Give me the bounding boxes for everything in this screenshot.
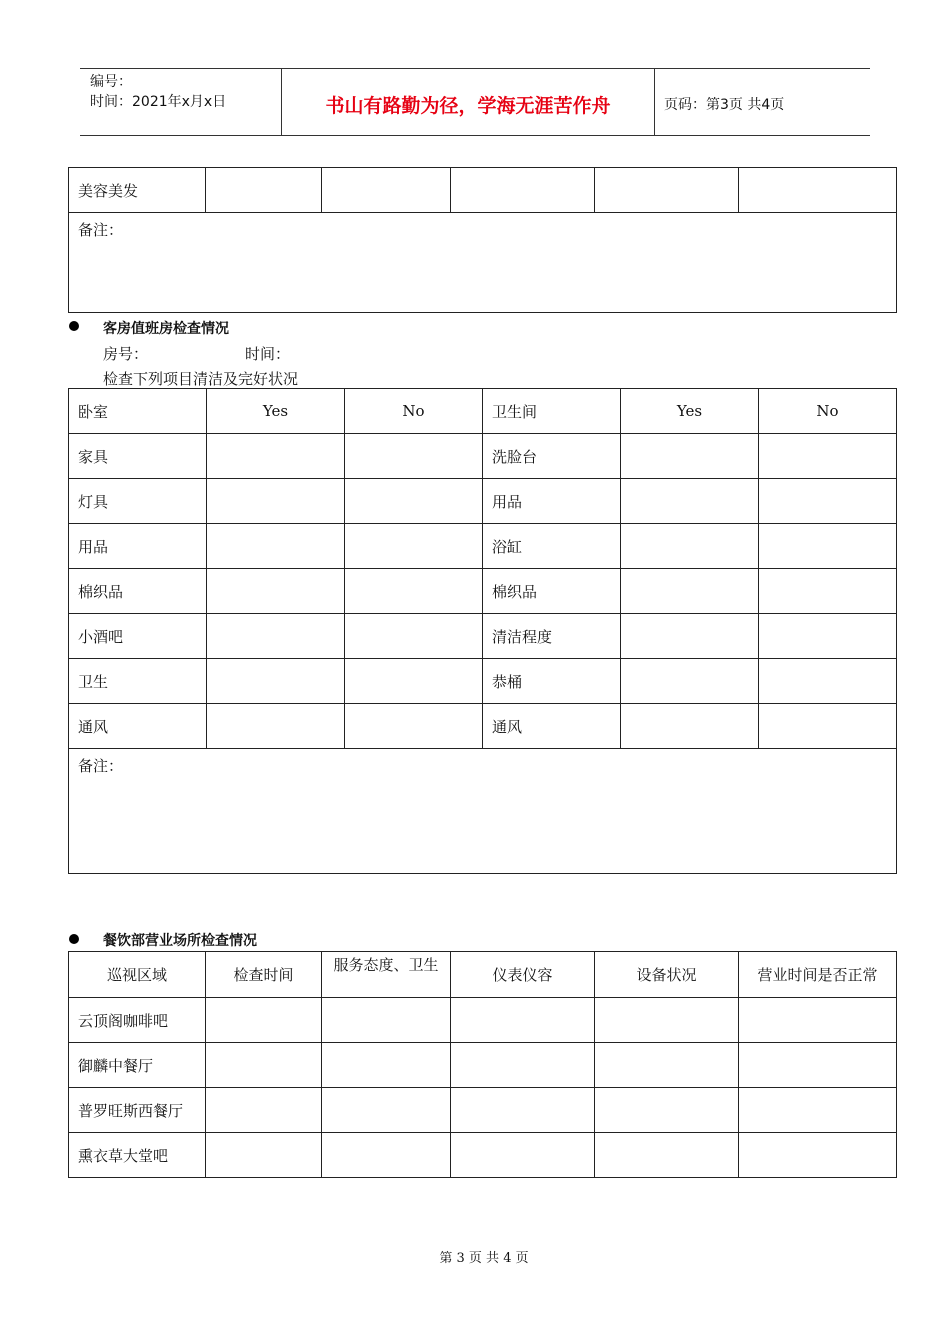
- header-equipment: 设备状况: [595, 952, 739, 998]
- table-cell[interactable]: [595, 998, 739, 1043]
- check-cell[interactable]: [207, 434, 345, 479]
- room-instruction: 检查下列项目清洁及完好状况: [103, 370, 299, 388]
- table-cell[interactable]: [739, 168, 897, 213]
- venue-name: 熏衣草大堂吧: [69, 1133, 206, 1178]
- dining-section-title: 餐饮部营业场所检查情况: [103, 933, 257, 949]
- check-cell[interactable]: [345, 659, 483, 704]
- check-cell[interactable]: [759, 569, 897, 614]
- bullet-icon: [69, 321, 79, 331]
- table-cell[interactable]: [595, 1133, 739, 1178]
- table-cell[interactable]: [595, 1088, 739, 1133]
- header-no: No: [759, 389, 897, 434]
- check-cell[interactable]: [621, 704, 759, 749]
- table-row: [69, 434, 897, 479]
- header-yes: Yes: [621, 389, 759, 434]
- table-cell[interactable]: [451, 1088, 595, 1133]
- room-section-title: 客房值班房检查情况: [103, 321, 229, 337]
- header-patrol-area: 巡视区域: [69, 952, 206, 998]
- table-cell[interactable]: [322, 1043, 451, 1088]
- motto-text: 书山有路勤为径，学海无涯苦作舟: [325, 95, 611, 117]
- table-row: [69, 659, 897, 704]
- table-cell[interactable]: [739, 1088, 897, 1133]
- room-inspection-table: [68, 388, 897, 874]
- table-row: [69, 704, 897, 749]
- table-row: [69, 1088, 897, 1133]
- bullet-icon: [69, 934, 79, 944]
- header-divider-right: [654, 68, 655, 136]
- bathroom-item: 通风: [483, 704, 621, 749]
- header-bathroom: 卫生间: [483, 389, 621, 434]
- table-cell[interactable]: [206, 998, 322, 1043]
- bedroom-item: 棉织品: [69, 569, 207, 614]
- venue-name: 云顶阁咖啡吧: [69, 998, 206, 1043]
- page-footer: 第 3 页 共 4 页: [439, 1251, 529, 1266]
- bedroom-item: 小酒吧: [69, 614, 207, 659]
- venue-name: 御麟中餐厅: [69, 1043, 206, 1088]
- table-cell[interactable]: [739, 1043, 897, 1088]
- header-yes: Yes: [207, 389, 345, 434]
- check-cell[interactable]: [345, 434, 483, 479]
- check-cell[interactable]: [759, 524, 897, 569]
- table-cell[interactable]: [322, 998, 451, 1043]
- table-cell[interactable]: [322, 168, 451, 213]
- check-cell[interactable]: [207, 524, 345, 569]
- check-cell[interactable]: [207, 479, 345, 524]
- table-cell[interactable]: [451, 1133, 595, 1178]
- dining-inspection-table: [68, 951, 897, 1178]
- check-cell[interactable]: [621, 569, 759, 614]
- check-cell[interactable]: [621, 524, 759, 569]
- doc-time-label: 时间：2021年x月x日: [90, 94, 227, 110]
- bedroom-item: 通风: [69, 704, 207, 749]
- header-business-hours: 营业时间是否正常: [739, 952, 897, 998]
- check-cell[interactable]: [759, 434, 897, 479]
- table-cell[interactable]: [451, 168, 595, 213]
- page-info: 页码：第3页 共4页: [664, 97, 785, 113]
- check-cell[interactable]: [345, 569, 483, 614]
- table-row: [69, 479, 897, 524]
- bathroom-item: 棉织品: [483, 569, 621, 614]
- bathroom-item: 浴缸: [483, 524, 621, 569]
- bathroom-item: 清洁程度: [483, 614, 621, 659]
- header-check-time: 检查时间: [206, 952, 322, 998]
- bedroom-item: 卫生: [69, 659, 207, 704]
- header-bedroom: 卧室: [69, 389, 207, 434]
- beauty-salon-table: [68, 167, 897, 313]
- table-row: [69, 1043, 897, 1088]
- room-number-label: 房号：: [103, 345, 149, 363]
- check-cell[interactable]: [621, 479, 759, 524]
- header-service-hygiene: 服务态度、卫生: [322, 952, 451, 998]
- check-cell[interactable]: [759, 479, 897, 524]
- bedroom-item: 用品: [69, 524, 207, 569]
- check-cell[interactable]: [345, 524, 483, 569]
- check-cell[interactable]: [345, 479, 483, 524]
- header-appearance: 仪表仪容: [451, 952, 595, 998]
- remarks-cell[interactable]: [69, 749, 897, 874]
- table-cell[interactable]: [451, 998, 595, 1043]
- room-time-label: 时间：: [245, 345, 291, 363]
- bedroom-item: 家具: [69, 434, 207, 479]
- table-row: [69, 998, 897, 1043]
- check-cell[interactable]: [759, 704, 897, 749]
- check-cell[interactable]: [207, 614, 345, 659]
- header-top-rule: [80, 68, 870, 69]
- doc-number-label: 编号：: [90, 74, 132, 90]
- table-cell[interactable]: [739, 998, 897, 1043]
- bathroom-item: 恭桶: [483, 659, 621, 704]
- bathroom-item: 用品: [483, 479, 621, 524]
- table-cell[interactable]: [322, 1133, 451, 1178]
- table-cell[interactable]: [739, 1133, 897, 1178]
- table-cell[interactable]: [595, 168, 739, 213]
- table-cell[interactable]: [206, 1088, 322, 1133]
- remarks-label: 备注：: [78, 757, 124, 775]
- check-cell[interactable]: [207, 659, 345, 704]
- check-cell[interactable]: [207, 569, 345, 614]
- header-no: No: [345, 389, 483, 434]
- table-cell[interactable]: [322, 1088, 451, 1133]
- header-bottom-rule: [80, 135, 870, 136]
- table-cell[interactable]: [206, 1133, 322, 1178]
- table-row: [69, 524, 897, 569]
- beauty-salon-label: 美容美发: [69, 168, 206, 213]
- bedroom-item: 灯具: [69, 479, 207, 524]
- check-cell[interactable]: [621, 659, 759, 704]
- check-cell[interactable]: [207, 704, 345, 749]
- venue-name: 普罗旺斯西餐厅: [69, 1088, 206, 1133]
- check-cell[interactable]: [621, 434, 759, 479]
- check-cell[interactable]: [759, 659, 897, 704]
- table-row: [69, 614, 897, 659]
- table-cell[interactable]: [451, 1043, 595, 1088]
- remarks-cell[interactable]: [69, 213, 897, 313]
- check-cell[interactable]: [621, 614, 759, 659]
- table-cell[interactable]: [206, 1043, 322, 1088]
- table-row: [69, 569, 897, 614]
- bathroom-item: 洗脸台: [483, 434, 621, 479]
- table-row: [69, 1133, 897, 1178]
- table-cell[interactable]: [206, 168, 322, 213]
- remarks-label: 备注：: [78, 221, 124, 239]
- check-cell[interactable]: [759, 614, 897, 659]
- check-cell[interactable]: [345, 614, 483, 659]
- table-cell[interactable]: [595, 1043, 739, 1088]
- check-cell[interactable]: [345, 704, 483, 749]
